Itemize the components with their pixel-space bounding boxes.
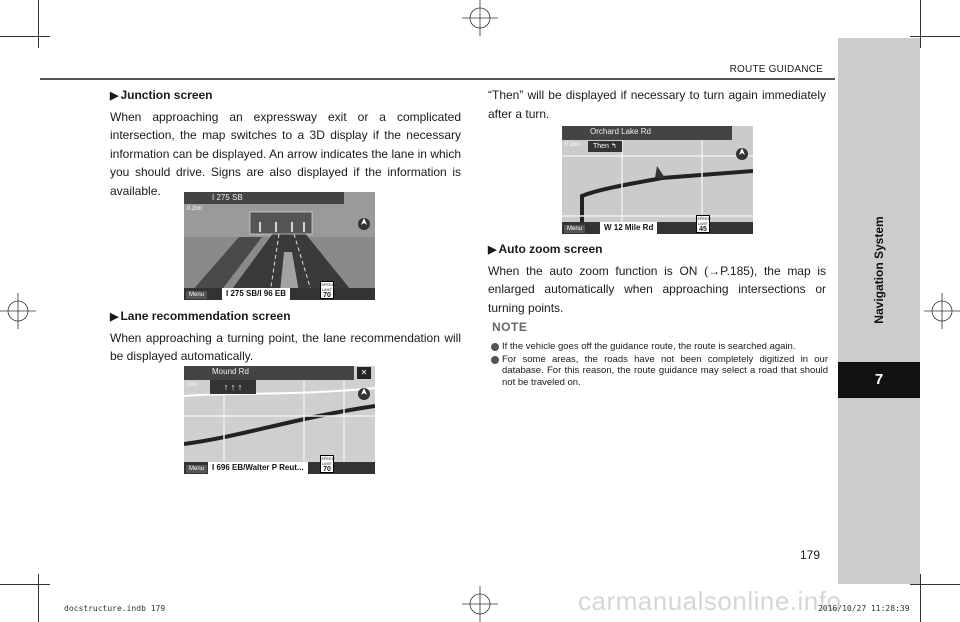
menu-button[interactable]: Menu <box>186 291 207 299</box>
note-item: If the vehicle goes off the guidance route, the route is searched again. <box>490 341 828 353</box>
crop-mark <box>38 574 39 622</box>
bottom-bar <box>562 222 753 234</box>
current-road-label: W 12 Mile Rd <box>600 222 657 234</box>
lane-arrows-icon: ↑ ↑ ↑ <box>210 380 256 394</box>
crop-mark <box>920 574 921 622</box>
speed-limit-sign: SPEED LIMIT 70 <box>321 456 335 473</box>
distance-label: 0.2mi <box>565 142 580 148</box>
chapter-number: 7 <box>838 362 920 398</box>
note-title: NOTE <box>492 320 528 334</box>
road-name-bar: Mound Rd <box>184 366 354 380</box>
junction-screen-image <box>184 192 375 300</box>
auto-zoom-section <box>488 240 826 317</box>
crop-mark <box>38 0 39 48</box>
road-name-bar: I 275 SB <box>184 192 344 204</box>
menu-button[interactable]: Menu <box>564 225 585 233</box>
current-road-label: I 696 EB/Walter P Reut... <box>208 462 308 474</box>
note-list <box>490 341 828 389</box>
menu-button[interactable]: Menu <box>186 465 207 473</box>
crop-mark <box>910 36 960 37</box>
arrow-right-icon: ▶ <box>110 90 119 102</box>
then-indicator: Then ↰ <box>588 141 622 152</box>
footer-file-info: docstructure.indb 179 <box>64 604 166 613</box>
junction-heading: ▶ Junction screen <box>110 88 213 102</box>
chapter-label: Navigation System <box>872 216 886 324</box>
arrow-right-icon: ▶ <box>110 311 119 323</box>
then-text: “Then” will be displayed if necessary to turn again immediately after a turn. <box>488 88 826 121</box>
auto-zoom-text: When the auto zoom function is ON (→P.185), the map is enlarged automatically when approaching intersections or turning points. <box>488 263 826 315</box>
lane-heading: ▶ Lane recommendation screen <box>110 309 291 323</box>
road-name-bar: Orchard Lake Rd <box>562 126 732 140</box>
watermark: carmanualsonline.info <box>578 586 842 616</box>
registration-mark-icon <box>924 293 960 329</box>
junction-text: When approaching an expressway exit or a complicated intersection, the map switches to a 3D display if the necessary information can be displayed. An arrow indicates the lane in which you should drive. Signs are also displayed if the information is available. <box>110 109 461 198</box>
crop-mark <box>0 584 50 585</box>
header-divider <box>40 78 835 80</box>
page-number: 179 <box>800 548 821 562</box>
distance-label: 1mi <box>187 382 197 388</box>
highway-3d-illustration <box>184 192 375 300</box>
auto-zoom-heading: ▶ Auto zoom screen <box>488 242 603 256</box>
current-road-label: I 275 SB/I 96 EB <box>222 288 290 300</box>
registration-mark-icon <box>0 293 36 329</box>
arrow-right-icon: ▶ <box>488 244 497 256</box>
note-item: For some areas, the roads have not been completely digitized in our database. For this reason, the route guidance may select a road that should not be traveled on. <box>490 354 828 389</box>
distance-label: 0.2mi <box>187 206 202 212</box>
registration-mark-icon <box>462 586 498 622</box>
crop-mark <box>0 36 50 37</box>
footer-date-info: 2016/10/27 11:28:39 <box>818 604 910 613</box>
lane-section <box>110 307 461 366</box>
crop-mark <box>920 0 921 48</box>
registration-mark-icon <box>462 0 498 36</box>
lane-screen-image <box>184 366 375 474</box>
speed-limit-sign: SPEED LIMIT 45 <box>697 216 711 233</box>
lane-text: When approaching a turning point, the lane recommendation will be displayed automatically. <box>110 330 461 363</box>
left-column <box>110 86 461 200</box>
crop-mark <box>910 584 960 585</box>
speed-limit-sign: SPEED LIMIT 70 <box>321 282 335 299</box>
section-title: ROUTE GUIDANCE <box>729 64 823 75</box>
then-section <box>488 86 826 123</box>
then-screen-image <box>562 126 753 234</box>
mute-icon[interactable]: ✕ <box>357 367 371 379</box>
